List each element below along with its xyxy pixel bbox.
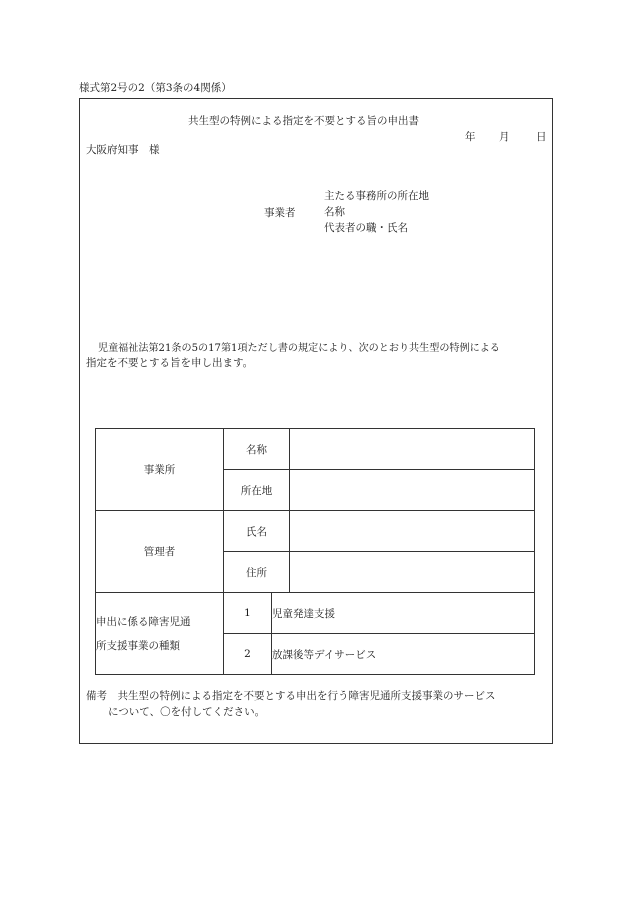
body-text-line2: 指定を不要とする旨を申し出ます。 [86,357,254,369]
office-address-field[interactable] [290,470,535,511]
service-kind-label [96,593,224,675]
service-number-1[interactable]: 1 [224,593,272,634]
applicant-label: 事業者 [264,207,296,219]
service-name-1: 児童発達支援 [272,593,535,634]
manager-address-label: 住所 [224,552,290,593]
remarks-line1: 備考 共生型の特例による指定を不要とする申出を行う障害児通所支援事業のサービス [86,690,496,702]
service-kind-label-line2: 所支援事業の種類 [96,639,180,652]
applicant-representative-label: 代表者の職・氏名 [324,222,408,234]
form-title: 共生型の特例による指定を不要とする旨の申出書 [188,115,419,127]
manager-label: 管理者 [96,511,224,593]
application-table [95,428,535,675]
form-number: 様式第2号の2（第3条の4関係） [79,82,232,94]
body-text-line1: 児童福祉法第21条の5の17第1項ただし書の規定により、次のとおり共生型の特例による [98,343,500,354]
applicant-name-label: 名称 [324,206,345,218]
office-label: 事業所 [96,429,224,511]
service-kind-label-line1: 申出に係る障害児通 [96,615,191,628]
manager-name-label: 氏名 [224,511,290,552]
date-year: 年 [465,131,476,143]
addressee: 大阪府知事 様 [86,144,160,156]
service-number-2[interactable]: 2 [224,634,272,675]
office-address-label: 所在地 [224,470,290,511]
manager-name-field[interactable] [290,511,535,552]
remarks-line2: について、〇を付してください。 [108,706,266,718]
date-day: 日 [536,131,547,143]
office-name-field[interactable] [290,429,535,470]
office-name-label: 名称 [224,429,290,470]
date-month: 月 [499,131,510,143]
service-name-2: 放課後等デイサービス [272,634,535,675]
applicant-office-address-label: 主たる事務所の所在地 [324,190,429,202]
manager-address-field[interactable] [290,552,535,593]
